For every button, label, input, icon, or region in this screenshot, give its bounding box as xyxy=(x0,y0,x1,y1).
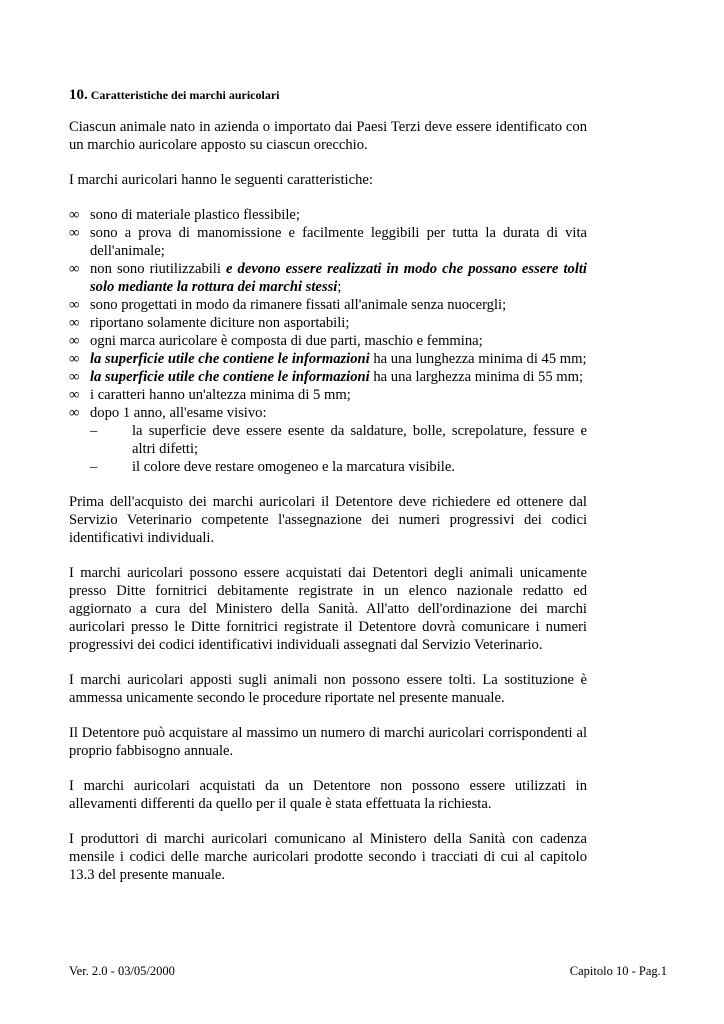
bullet-marker: ∞ xyxy=(69,333,80,349)
document-body xyxy=(69,118,587,901)
sublist-item xyxy=(90,458,587,476)
sublist-item-text: la superficie deve essere esente da saldature, bolle, screpolature, fessure e altri difetti; xyxy=(132,423,587,457)
paragraph-intro: Ciascun animale nato in azienda o importato dai Paesi Terzi deve essere identificato con un marchio auricolare apposto su ciascun orecchio. xyxy=(69,119,587,153)
paragraph-producer-reporting: I produttori di marchi auricolari comunicano al Ministero della Sanità con cadenza mensile i codici delle marche auricolari prodotte secondo i tracciati di cui al capitolo 13.3 del presente manuale. xyxy=(69,831,587,883)
sublist-item xyxy=(90,422,587,458)
list-item xyxy=(69,206,587,224)
bullet-marker: ∞ xyxy=(69,405,80,421)
list-item-text-end: ; xyxy=(337,279,342,295)
list-item-text: sono progettati in modo da rimanere fissati all'animale senza nuocergli; xyxy=(90,297,507,313)
list-item-text: i caratteri hanno un'altezza minima di 5 mm; xyxy=(90,387,351,403)
section-title: Caratteristiche dei marchi auricolari xyxy=(90,88,280,102)
list-item xyxy=(69,386,587,404)
bullet-marker: ∞ xyxy=(69,369,80,385)
bullet-marker: ∞ xyxy=(69,387,80,403)
paragraph-removal-rules: I marchi auricolari apposti sugli animali non possono essere tolti. La sostituzione è ammessa unicamente secondo le procedure riportate nel presente manuale. xyxy=(69,672,587,706)
list-item xyxy=(69,296,587,314)
bullet-marker: ∞ xyxy=(69,225,80,241)
section-heading xyxy=(69,86,279,104)
dash-marker: – xyxy=(90,423,98,439)
paragraph-characteristics-lead: I marchi auricolari hanno le seguenti caratteristiche: xyxy=(69,172,373,188)
footer-version: Ver. 2.0 - 03/05/2000 xyxy=(69,964,175,978)
bullet-marker: ∞ xyxy=(69,315,80,331)
bullet-marker: ∞ xyxy=(69,261,80,277)
list-item xyxy=(69,224,587,260)
paragraph-purchase-authorization: Prima dell'acquisto dei marchi auricolari il Detentore deve richiedere ed ottenere dal Servizio Veterinario competente l'assegnazione dei numeri progressivi dei codici identificativi individuali. xyxy=(69,494,587,546)
sublist-item-text: il colore deve restare omogeneo e la marcatura visibile. xyxy=(132,459,455,475)
list-item xyxy=(69,260,587,296)
visual-inspection-sublist xyxy=(90,422,587,476)
list-item-emphasis: e devono essere realizzati in modo che possano essere tolti solo mediante la rottura dei marchi stessi xyxy=(90,261,587,295)
list-item xyxy=(69,314,587,332)
paragraph-annual-limit: Il Detentore può acquistare al massimo un numero di marchi auricolari corrispondenti al proprio fabbisogno annuale. xyxy=(69,725,587,759)
paragraph-farm-restriction: I marchi auricolari acquistati da un Detentore non possono essere utilizzati in allevamenti differenti da quello per il quale è stata effettuata la richiesta. xyxy=(69,778,587,812)
bullet-marker: ∞ xyxy=(69,297,80,313)
bullet-marker: ∞ xyxy=(69,207,80,223)
list-item xyxy=(69,404,587,476)
list-item-emphasis: la superficie utile che contiene le informazioni xyxy=(90,369,370,385)
list-item-text: ha una larghezza minima di 55 mm; xyxy=(369,369,584,385)
list-item-text: sono di materiale plastico flessibile; xyxy=(90,207,300,223)
list-item xyxy=(69,368,587,386)
list-item xyxy=(69,332,587,350)
list-item-text: ha una lunghezza minima di 45 mm; xyxy=(369,351,587,367)
paragraph-registered-suppliers: I marchi auricolari possono essere acquistati dai Detentori degli animali unicamente presso Ditte fornitrici debitamente registrate in un elenco nazionale redatto ed aggiornato a cura del Ministero della Sanità. All'atto dell'ordinazione dei marchi auricolari presso le Ditte fornitrici registrate il Detentore dovrà comunicare i numeri progressivi dei codici identificativi individuali assegnati dal Servizio Veterinario. xyxy=(69,565,587,653)
list-item-text: riportano solamente diciture non asportabili; xyxy=(90,315,350,331)
list-item-text: dopo 1 anno, all'esame visivo: xyxy=(90,405,267,421)
list-item-text: ogni marca auricolare è composta di due parti, maschio e femmina; xyxy=(90,333,483,349)
list-item-text: sono a prova di manomissione e facilmente leggibili per tutta la durata di vita dell'animale; xyxy=(90,225,587,259)
bullet-marker: ∞ xyxy=(69,351,80,367)
list-item-text: non sono riutilizzabili xyxy=(90,261,226,277)
section-number: 10. xyxy=(69,87,88,103)
characteristics-list xyxy=(69,206,587,476)
list-item xyxy=(69,350,587,368)
footer-page-number: Capitolo 10 - Pag.1 xyxy=(569,964,667,978)
dash-marker: – xyxy=(90,459,98,475)
list-item-emphasis: la superficie utile che contiene le informazioni xyxy=(90,351,370,367)
